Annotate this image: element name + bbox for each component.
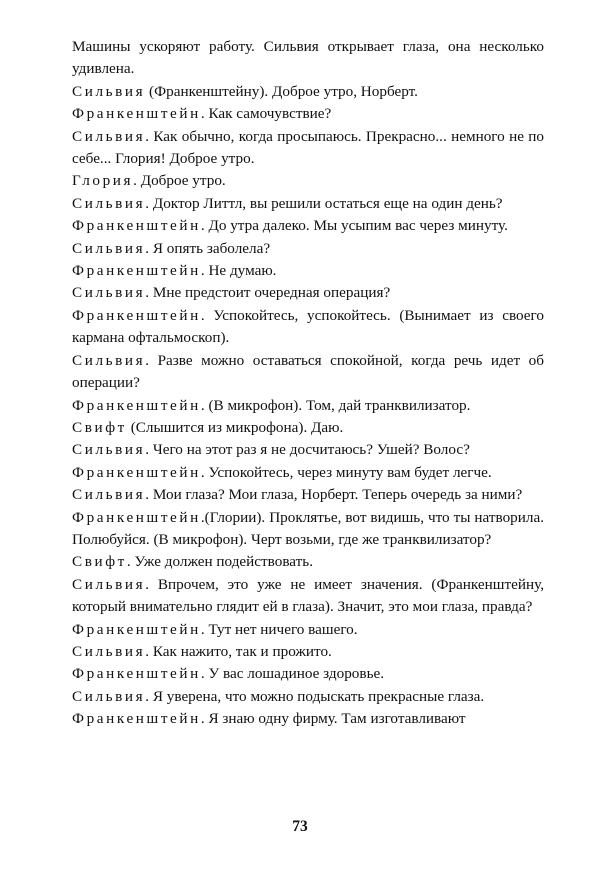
- speaker-name: Франкенштейн: [72, 396, 201, 414]
- speaker-name: Сильвия: [72, 284, 146, 302]
- line-text: . Успокойтесь, успокойтесь. (Вынимает из своего кармана офтальмоскоп).: [72, 306, 544, 347]
- dialogue-line: [72, 395, 544, 417]
- line-text: . Мои глаза? Мои глаза, Норберт. Теперь очередь за ними?: [145, 486, 523, 504]
- dialogue-line: [72, 551, 544, 573]
- dialogue-line: [72, 663, 544, 685]
- line-text: . Успокойтесь, через минуту вам будет легче.: [200, 463, 492, 481]
- dialogue-line: [72, 417, 544, 439]
- speaker-name: Свифт: [72, 418, 127, 436]
- line-text: . Я знаю одну фирму. Там изготавливают: [200, 710, 466, 728]
- speaker-name: Сильвия: [72, 127, 146, 145]
- speaker-name: Сильвия: [72, 441, 146, 459]
- stage-direction: [72, 36, 544, 81]
- dialogue-line: [72, 238, 544, 260]
- dialogue-line: [72, 81, 544, 103]
- page-number: 73: [292, 818, 308, 835]
- speaker-name: Сильвия: [72, 194, 146, 212]
- dialogue-line: [72, 260, 544, 282]
- line-text: (Франкенштейну). Доброе утро, Норберт.: [145, 82, 418, 100]
- speaker-name: Франкенштейн: [72, 508, 201, 526]
- speaker-name: Франкенштейн: [72, 105, 201, 123]
- speaker-name: Франкенштейн: [72, 665, 201, 683]
- speaker-name: Сильвия: [72, 687, 146, 705]
- dialogue-line: [72, 686, 544, 708]
- line-text: . Мне предстоит очередная операция?: [145, 284, 391, 302]
- line-text: .(Глории). Проклятье, вот видишь, что ты натворила. Полюбуйся. (В микрофон). Черт возьми, где же транквилизатор?: [72, 508, 544, 548]
- speaker-name: Сильвия: [72, 642, 146, 660]
- dialogue-line: [72, 215, 544, 237]
- dialogue-line: [72, 170, 544, 192]
- speaker-name: Франкенштейн: [72, 620, 201, 638]
- dialogue-line: [72, 350, 544, 395]
- dialogue-line: [72, 126, 544, 171]
- speaker-name: Сильвия: [72, 486, 146, 504]
- line-text: . Уже должен подействовать.: [126, 553, 314, 571]
- speaker-name: Франкенштейн: [72, 306, 201, 324]
- line-text: . Я уверена, что можно подыскать прекрасные глаза.: [145, 687, 485, 705]
- line-text: . Как нажито, так и прожито.: [145, 642, 332, 660]
- line-text: . Не думаю.: [200, 262, 277, 280]
- line-text: (Слышится из микрофона). Даю.: [126, 418, 344, 436]
- line-text: . (В микрофон). Том, дай транквилизатор.: [200, 396, 471, 414]
- speaker-name: Сильвия: [72, 239, 146, 257]
- dialogue-line: [72, 484, 544, 506]
- speaker-name: Свифт: [72, 553, 127, 571]
- dialogue-line: [72, 574, 544, 619]
- line-text: . У вас лошадиное здоровье.: [200, 665, 385, 683]
- dialogue-line: [72, 103, 544, 125]
- speaker-name: Сильвия: [72, 82, 146, 100]
- speaker-name: Сильвия: [72, 575, 146, 593]
- page-text-block: [72, 36, 544, 731]
- line-text: . До утра далеко. Мы усыпим вас через минуту.: [200, 217, 508, 235]
- speaker-name: Франкенштейн: [72, 463, 201, 481]
- speaker-name: Франкенштейн: [72, 217, 201, 235]
- dialogue-line: [72, 641, 544, 663]
- dialogue-line: [72, 305, 544, 350]
- line-text: Машины ускоряют работу. Сильвия открывает глаза, она несколько удивлена.: [72, 38, 544, 78]
- speaker-name: Сильвия: [72, 351, 146, 369]
- line-text: . Разве можно оставаться спокойной, когда речь идет об операции?: [72, 351, 544, 392]
- speaker-name: Глория: [72, 172, 134, 190]
- dialogue-line: [72, 193, 544, 215]
- line-text: . Как самочувствие?: [200, 105, 332, 123]
- line-text: . Я опять заболела?: [145, 239, 271, 257]
- line-text: . Впрочем, это уже не имеет значения. (Франкенштейну, который внимательно глядит ей в глаза). Значит, это мои глаза, правда?: [72, 575, 544, 616]
- line-text: . Доброе утро.: [133, 172, 226, 190]
- dialogue-line: [72, 708, 544, 730]
- speaker-name: Франкенштейн: [72, 710, 201, 728]
- line-text: . Как обычно, когда просыпаюсь. Прекрасно... немного не по себе... Глория! Доброе утро.: [72, 127, 544, 168]
- dialogue-line: [72, 439, 544, 461]
- line-text: . Тут нет ничего вашего.: [200, 620, 358, 638]
- speaker-name: Франкенштейн: [72, 262, 201, 280]
- dialogue-line: [72, 462, 544, 484]
- dialogue-line: [72, 507, 544, 552]
- dialogue-line: [72, 282, 544, 304]
- dialogue-line: [72, 619, 544, 641]
- line-text: . Доктор Литтл, вы решили остаться еще на один день?: [145, 194, 503, 212]
- line-text: . Чего на этот раз я не досчитаюсь? Ушей? Волос?: [145, 441, 470, 459]
